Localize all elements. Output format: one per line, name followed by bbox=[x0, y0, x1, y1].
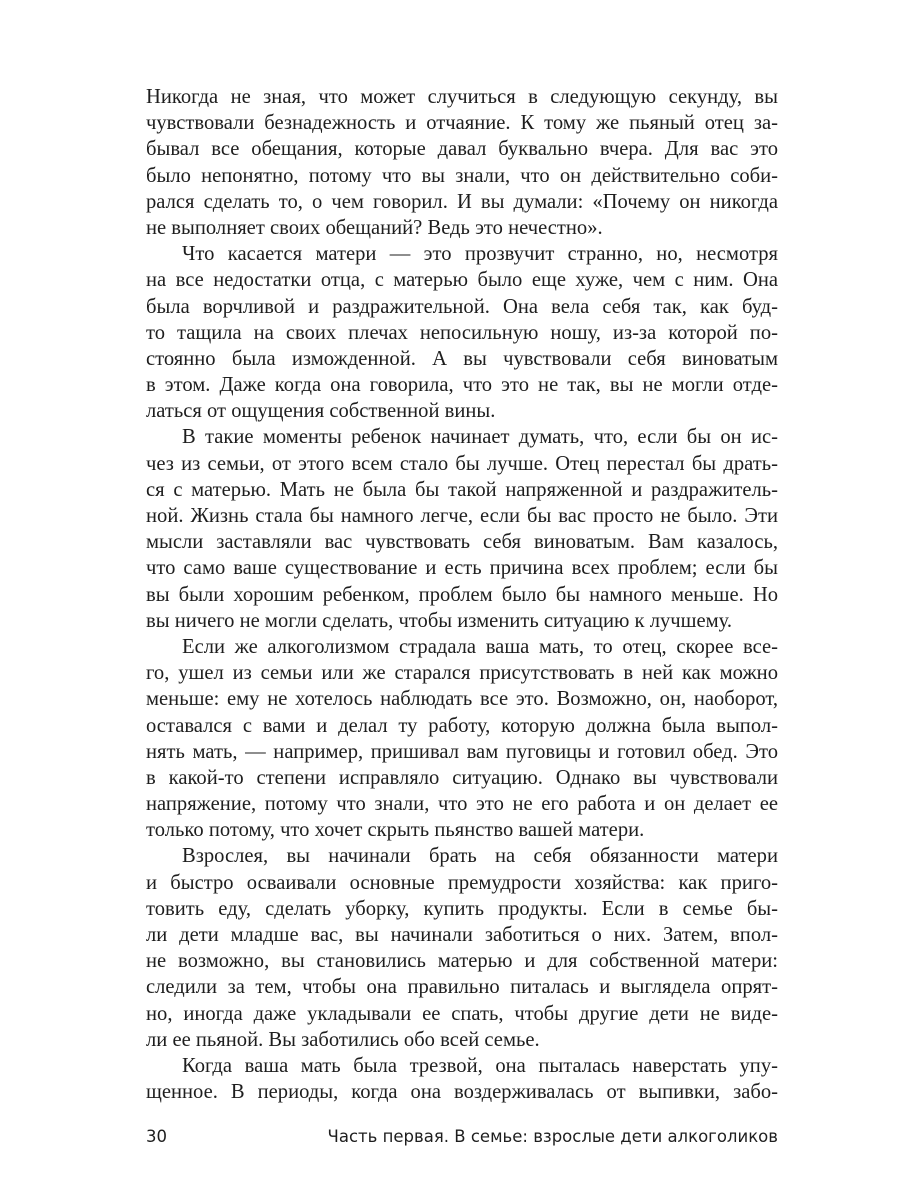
paragraph bbox=[146, 843, 778, 1053]
text-line: Взрослея, вы начинали брать на себя обязанности матери bbox=[182, 845, 778, 868]
body-text bbox=[146, 84, 778, 1105]
text-line: ся с матерью. Мать не была бы такой напряженной и раздражитель- bbox=[146, 478, 778, 501]
page-footer bbox=[146, 1127, 778, 1157]
text-line: ной. Жизнь стала бы намного легче, если бы вас просто не было. Эти bbox=[146, 505, 778, 527]
paragraph bbox=[146, 1053, 778, 1105]
text-line: ли ее пьяной. Вы заботились обо всей семье. bbox=[146, 1028, 540, 1051]
text-line: не выполняет своих обещаний? Ведь это нечестно». bbox=[146, 216, 603, 239]
text-line: была ворчливой и раздражительной. Она вела себя так, как буд- bbox=[146, 295, 778, 318]
text-line: вы были хорошим ребенком, проблем было бы намного меньше. Но bbox=[146, 583, 778, 606]
text-line: следили за тем, чтобы она правильно питалась и выглядела опрят- bbox=[146, 976, 778, 999]
text-line: стоянно была изможденной. А вы чувствовали себя виноватым bbox=[146, 347, 778, 370]
text-line: меньше: ему не хотелось наблюдать все это. Возможно, он, наоборот, bbox=[146, 688, 778, 711]
text-line: щенное. В периоды, когда она воздерживалась от выпивки, забо- bbox=[146, 1081, 778, 1104]
paragraph bbox=[146, 634, 778, 844]
text-line: на все недостатки отца, с матерью было еще хуже, чем с ним. Она bbox=[146, 269, 778, 292]
text-line: товить еду, сделать уборку, купить продукты. Если в семье бы- bbox=[146, 897, 778, 920]
text-line: в какой-то степени исправляло ситуацию. Однако вы чувствовали bbox=[146, 766, 778, 789]
text-line: мысли заставляли вас чувствовать себя виноватым. Вам казалось, bbox=[146, 531, 778, 554]
text-line: Когда ваша мать была трезвой, она пыталась наверстать упу- bbox=[182, 1054, 778, 1077]
text-line: оставался с вами и делал ту работу, которую должна была выпол- bbox=[146, 714, 778, 737]
text-line: чез из семьи, от этого всем стало бы лучше. Отец перестал бы драть- bbox=[146, 452, 778, 475]
text-line: только потому, что хочет скрыть пьянство вашей матери. bbox=[146, 819, 645, 842]
paragraph bbox=[146, 84, 778, 241]
text-line: и быстро осваивали основные премудрости хозяйства: как приго- bbox=[146, 871, 778, 894]
text-line: что само ваше существование и есть причина всех проблем; если бы bbox=[146, 557, 778, 580]
text-line: бывал все обещания, которые давал буквально вчера. Для вас это bbox=[146, 138, 778, 161]
paragraph bbox=[146, 424, 778, 634]
text-line: напряжение, потому что знали, что это не его работа и он делает ее bbox=[146, 793, 778, 816]
text-line: чувствовали безнадежность и отчаяние. К тому же пьяный отец за- bbox=[146, 112, 778, 135]
text-line: латься от ощущения собственной вины. bbox=[146, 400, 496, 423]
text-line: нять мать, — например, пришивал вам пуговицы и готовил обед. Это bbox=[146, 740, 778, 763]
text-line: но, иногда даже укладывали ее спать, чтобы другие дети не виде- bbox=[146, 1002, 778, 1025]
page-number: 30 bbox=[146, 1127, 167, 1146]
text-line: в этом. Даже когда она говорила, что это не так, вы не могли отде- bbox=[146, 374, 778, 397]
text-line: рался сделать то, о чем говорил. И вы думали: «Почему он никогда bbox=[146, 190, 778, 213]
text-line: Что касается матери — это прозвучит странно, но, несмотря bbox=[182, 243, 778, 266]
running-title: Часть первая. В семье: взрослые дети алкоголиков bbox=[327, 1127, 778, 1146]
text-line: было непонятно, потому что вы знали, что он действительно соби- bbox=[146, 164, 778, 187]
text-line: не возможно, вы становились матерью и для собственной матери: bbox=[146, 950, 778, 973]
paragraph bbox=[146, 241, 778, 424]
text-line: Если же алкоголизмом страдала ваша мать, то отец, скорее все- bbox=[182, 635, 778, 658]
text-line: то тащила на своих плечах непосильную ношу, из-за которой по- bbox=[146, 321, 778, 344]
text-line: В такие моменты ребенок начинает думать, что, если бы он ис- bbox=[182, 426, 778, 449]
text-line: Никогда не зная, что может случиться в следующую секунду, вы bbox=[146, 86, 778, 108]
text-line: го, ушел из семьи или же старался присутствовать в ней как можно bbox=[146, 662, 778, 685]
text-line: вы ничего не могли сделать, чтобы изменить ситуацию к лучшему. bbox=[146, 609, 733, 632]
text-line: ли дети младше вас, вы начинали заботиться о них. Затем, впол- bbox=[146, 924, 778, 946]
